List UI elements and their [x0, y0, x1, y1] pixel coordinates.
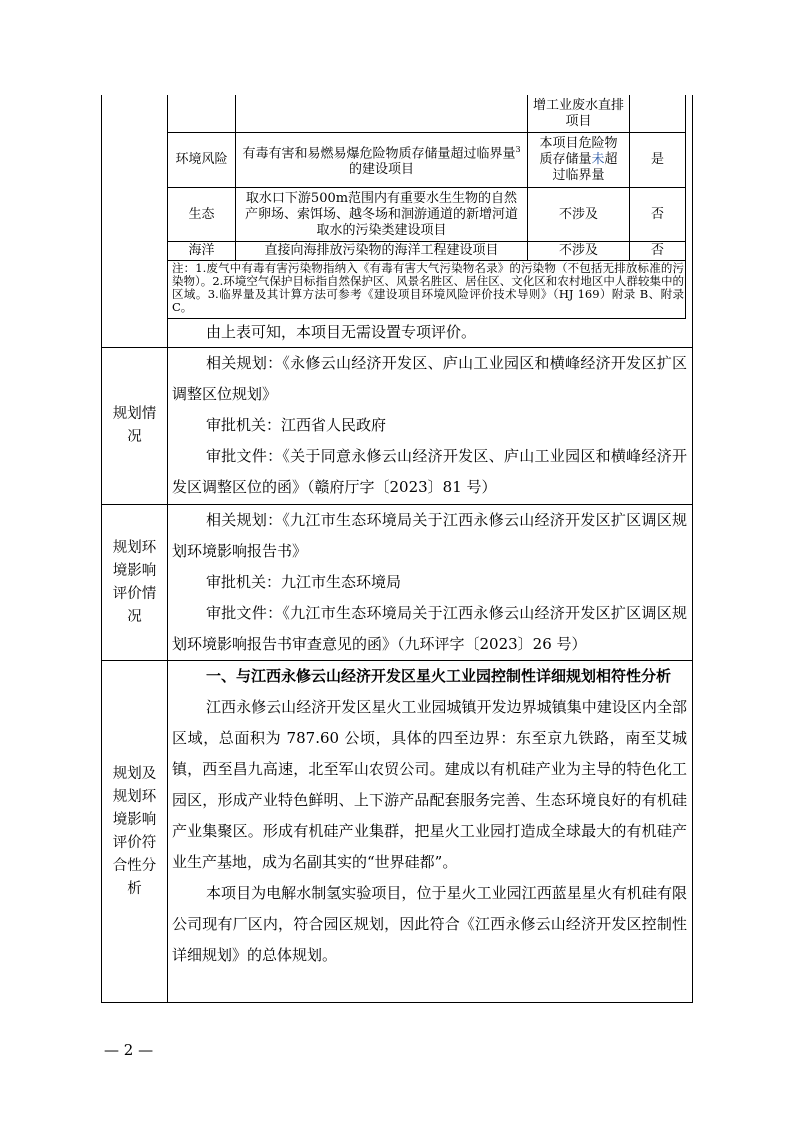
table-note: 注：1.废气中有毒有害污染物指纳入《有毒有害大气污染物名录》的污染物（不包括无排放标准的污染物）。2.环境空气保护目标指自然保护区、风景名胜区、居住区、文化区和农村地区中人群较集中的区域。3.临界量及其计算方法可参考《建设项目环境风险评价技术导则》（HJ 169）附录 B、附录 C。 [172, 262, 684, 314]
compliance-label: 规划及规划环境影响评价符合性分析 [112, 765, 157, 897]
risk-status-cell [528, 133, 629, 187]
planning-eia-label-cell [102, 505, 167, 660]
planning-related: 相关规划：《永修云山经济开发区、庐山工业园区和横峰经济开发区扩区调整区位规划》 [172, 354, 687, 403]
eco-result: 否 [650, 206, 664, 222]
eco-result-cell [630, 188, 685, 241]
eco-content: 取水口下游500m范围内有重要水生生物的自然产卵场、索饵场、越冬场和洄游通道的新增河道取水的污染类建设项目 [244, 190, 518, 238]
planning-eia-related: 相关规划：《九江市生态环境局关于江西永修云山经济开发区扩区调区规划环境影响报告书》 [172, 511, 687, 560]
planning-eia-content [172, 505, 687, 660]
planning-content [172, 348, 687, 504]
compliance-heading: 一、与江西永修云山经济开发区星火工业园控制性详细规划相符性分析 [206, 667, 672, 685]
risk-result: 是 [650, 152, 664, 167]
compliance-label-cell [102, 661, 167, 1002]
risk-result-cell [630, 133, 685, 187]
ocean-result-cell [630, 242, 685, 260]
compliance-paragraph-2: 本项目为电解水制氢实验项目，位于星火工业园江西蓝星星火有机硅有限公司现有厂区内，符合园区规划，因此符合《江西永修云山经济开发区控制性详细规划》的总体规划。 [172, 884, 687, 964]
table-conclusion: 由上表可知，本项目无需设置专项评价。 [206, 323, 477, 341]
eco-status: 不涉及 [558, 206, 598, 222]
planning-eia-authority: 审批机关：九江市生态环境局 [206, 573, 402, 591]
ocean-category: 海洋 [188, 243, 215, 258]
prev-row-tail-cell [528, 95, 629, 132]
risk-content: 有毒有害和易燃易爆危险物质存储量超过临界量$^3$的建设项目 [242, 144, 521, 178]
planning-label-cell [102, 348, 167, 504]
eco-category-cell [168, 188, 235, 241]
planning-eia-label: 规划环境影响评价情况 [112, 539, 157, 625]
risk-status: 本项目危险物质存储量未超过临界量 [539, 136, 618, 183]
prev-row-tail-text: 增工业废水直排项目 [532, 97, 624, 129]
ocean-content: 直接向海排放污染物的海洋工程建设项目 [264, 243, 499, 258]
risk-status-highlight: 未 [591, 152, 605, 167]
ocean-result: 否 [650, 243, 664, 258]
planning-eia-document: 审批文件：《九江市生态环境局关于江西永修云山经济开发区扩区调区规划环境影响报告书审查意见的函》（九环评字〔2023〕26 号） [172, 604, 687, 653]
planning-label: 规划情况 [112, 406, 157, 445]
ocean-status-cell [528, 242, 629, 260]
eco-status-cell [528, 188, 629, 241]
risk-category-cell [168, 133, 235, 187]
compliance-paragraph-1: 江西永修云山经济开发区星火工业园城镇开发边界城镇集中建设区内全部区域，总面积为 787.60 公顷，具体的四至边界：东至京九铁路，南至艾城镇，西至昌九高速，北至军山农贸公司。建成以有机硅产业为主导的特色化工园区，形成产业特色鲜明、上下游产品配套服务完善、生态环境良好的有机硅产业集聚区。形成有机硅产业集群，把星火工业园打造成全球最大的有机硅产业生产基地，成为名副其实的“世界硅都”。 [172, 698, 687, 871]
compliance-content [172, 661, 687, 1002]
ocean-category-cell [168, 242, 235, 260]
risk-content-cell [236, 133, 527, 187]
ocean-content-cell [236, 242, 527, 260]
planning-document: 审批文件：《关于同意永修云山经济开发区、庐山工业园区和横峰经济开发区调整区位的函》（赣府厅字〔2023〕81 号） [172, 447, 687, 496]
eco-category: 生态 [188, 206, 215, 222]
eco-content-cell [236, 188, 527, 241]
risk-category: 环境风险 [175, 152, 228, 167]
page-number: — 2 — [104, 1041, 154, 1059]
planning-authority: 审批机关：江西省人民政府 [206, 416, 387, 434]
ocean-status: 不涉及 [558, 243, 598, 258]
